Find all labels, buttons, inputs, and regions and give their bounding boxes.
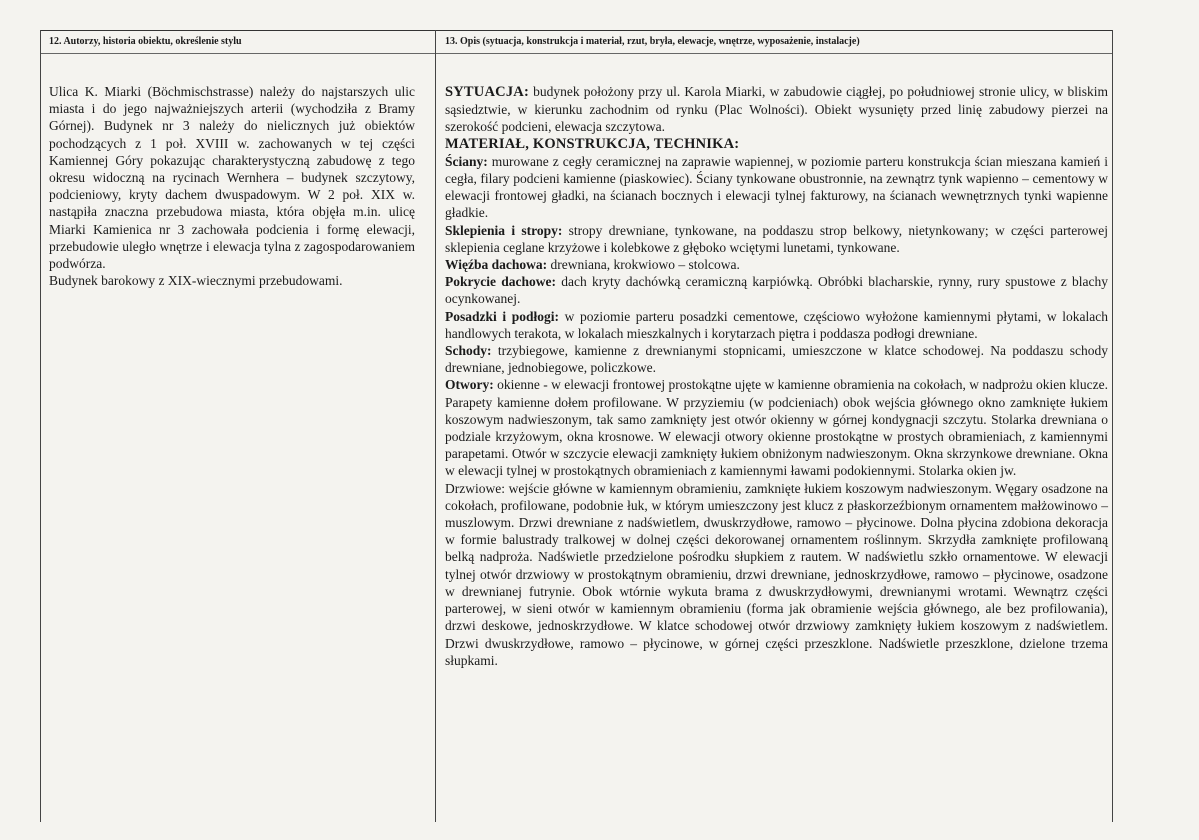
wiezba-label: Więźba dachowa:: [445, 257, 548, 273]
drzwiowe-paragraph: Drzwiowe: wejście główne w kamiennym obramieniu, zamknięte łukiem koszowym nadwieszonym. Węgary osadzone na cokołach, profilowane, podobnie łuk, w którym umieszczony jest klucz z płaskorzeźbionym ornamentem małżowinowo – muszlowym. Drzwi drewniane z nadświetlem, dwuskrzydłowe, ramowo – płycinowe. Dolna płycina zdobiona dekoracja w formie balustrady tralkowej w dolnej części dekorowanej ornamentem roślinnym. Skrzydła zamknięte profilowaną belką nadproża. Nadświetle przedzielone pośrodku słupkiem z rautem. W nadświetlu szkło ornamentowe. W elewacji tylnej otwór drzwiowy w prostokątnym obramieniu, drzwi drewniane, jednoskrzydłowe, ramowo – płycinowe, osadzone w drewnianej futrynie. Obok wtórnie wykuta brama z dwuskrzydłowymi, drewnianymi wrotami. Wewnątrz części parterowej, w sieni otwór w kamiennym obramieniu (forma jak obramienie wejścia głównego, ale bez profilowania), drzwi deskowe, jednoskrzydłowe. W klatce schodowej otwór drzwiowy zamknięty łukiem koszowym z nadświetlem. Drzwi dwuskrzydłowe, ramowo – płycinowe, w górnej części przeszklone. Nadświetle przeszklone, dzielone trzema słupkami.: [445, 480, 1108, 668]
table-left-border: [40, 30, 41, 822]
posadzki-label: Posadzki i podłogi:: [445, 308, 559, 324]
description-column: [445, 83, 1108, 669]
table-top-rule: [40, 30, 1112, 31]
sytuacja-label: SYTUACJA:: [445, 84, 529, 100]
sklepienia-text: stropy drewniane, tynkowane, na poddaszu strop belkowy, nietynkowany; w części parterowej sklepienia ceglane krzyżowe i kolebkowe z głęboko wciętymi lunetami, tynkowane.: [445, 222, 1108, 255]
pokrycie-text: dach kryty dachówką ceramiczną karpiówką. Obróbki blacharskie, rynny, rury spustowe z blachy ocynkowanej.: [445, 274, 1108, 307]
sklepienia-label: Sklepienia i stropy:: [445, 222, 563, 238]
section-12-header: 12. Autorzy, historia obiektu, określenie stylu: [49, 36, 242, 47]
history-paragraph: Ulica K. Miarki (Böchmischstrasse) należy do najstarszych ulic miasta i do jego najważniejszych arterii (wychodziła z Bramy Górnej). Budynek nr 3 należy do nielicznych już obiektów pochodzących z 1 poł. XVIII w. zachowanych w tej części Kamiennej Góry pokazując charakterystyczną zabudowę z tego okresu widoczną na rycinach Wernhera – budynek szczytowy, podcieniowy, kryty dachem dwuspadowym. W 2 poł. XIX w. nastąpiła znaczna przebudowa miasta, która objęła m.in. ulicę Miarki Kamienica nr 3 zachowała podcienia i formę elewacji, przebudowie uległo wnętrze i elewacja tylna z zagospodarowaniem podwórza.: [49, 84, 415, 272]
table-right-border: [1112, 30, 1113, 822]
schody-text: trzybiegowe, kamienne z drewnianymi stopnicami, umieszczone w klatce schodowej. Na poddaszu schody drewniane, jednobiegowe, policzkowe.: [445, 343, 1108, 376]
pokrycie-label: Pokrycie dachowe:: [445, 274, 556, 290]
history-column: [49, 83, 415, 289]
posadzki-paragraph: [445, 308, 1108, 342]
sklepienia-paragraph: [445, 222, 1108, 256]
sytuacja-paragraph: [445, 83, 1108, 136]
material-heading: MATERIAŁ, KONSTRUKCJA, TECHNIKA:: [445, 135, 740, 152]
section-13-header: 13. Opis (sytuacja, konstrukcja i materiał, rzut, bryła, elewacje, wnętrze, wyposażenie, instalacje): [445, 36, 860, 47]
wiezba-text: drewniana, krokwiowo – stolcowa.: [547, 257, 740, 273]
otwory-text: okienne - w elewacji frontowej prostokątne ujęte w kamienne obramienia na cokołach, w nadprożu okien klucze. Parapety kamienne dołem profilowane. W przyziemiu (w podcieniach) obok wejścia głównego okno zamknięte łukiem koszowym nadwieszonym, tak samo zamknięty jest otwór okienny w górnej kondygnacji szczytu. Stolarka drewniana o podziale krzyżowym, okna krosnowe. W elewacji otwory okienne prostokątne w prostych obramieniach, z kamiennymi parapetami. Otwór w szczycie elewacji zamknięty łukiem obniżonym nadwieszonym. Okna skrzynkowe drewniane. Okna w elewacji tylnej w prostokątnych obramieniach z kamiennymi ławami podokiennymi. Stolarka okien jw.: [445, 377, 1108, 479]
style-paragraph: Budynek barokowy z XIX-wiecznymi przebudowami.: [49, 273, 343, 289]
schody-label: Schody:: [445, 343, 492, 359]
posadzki-text: w poziomie parteru posadzki cementowe, częściowo wyłożone kamiennymi płytami, w lokalach handlowych terakota, w lokalach mieszkalnych i korytarzach piętra i poddasza podłogi drewniane.: [445, 308, 1108, 341]
sytuacja-text: budynek położony przy ul. Karola Miarki, w zabudowie ciągłej, po południowej stronie ulicy, w bliskim sąsiedztwie, w kierunku zachodnim od rynku (Plac Wolności). Obiekt wysunięty przed linię zabudowy pierzei na szerokość podcieni, elewacja szczytowa.: [445, 84, 1108, 135]
sciany-label: Ściany:: [445, 153, 488, 169]
otwory-paragraph: [445, 376, 1108, 479]
column-divider: [435, 30, 436, 822]
schody-paragraph: [445, 342, 1108, 376]
wiezba-paragraph: [445, 256, 1108, 273]
sciany-text: murowane z cegły ceramicznej na zaprawie wapiennej, w poziomie parteru konstrukcja ścian mieszana kamień i cegła, filary podcieni kamienne (piaskowiec). Ściany tynkowane obustronnie, na zewnątrz tynk wapienno – cementowy w elewacji frontowej gładki, na ścianach bocznych i elewacji tylnej fakturowy, na ścianach wewnętrznych tynki wapienne gładkie.: [445, 153, 1108, 221]
otwory-label: Otwory:: [445, 377, 494, 393]
header-divider-rule: [40, 53, 1112, 54]
pokrycie-paragraph: [445, 273, 1108, 307]
sciany-paragraph: [445, 153, 1108, 222]
